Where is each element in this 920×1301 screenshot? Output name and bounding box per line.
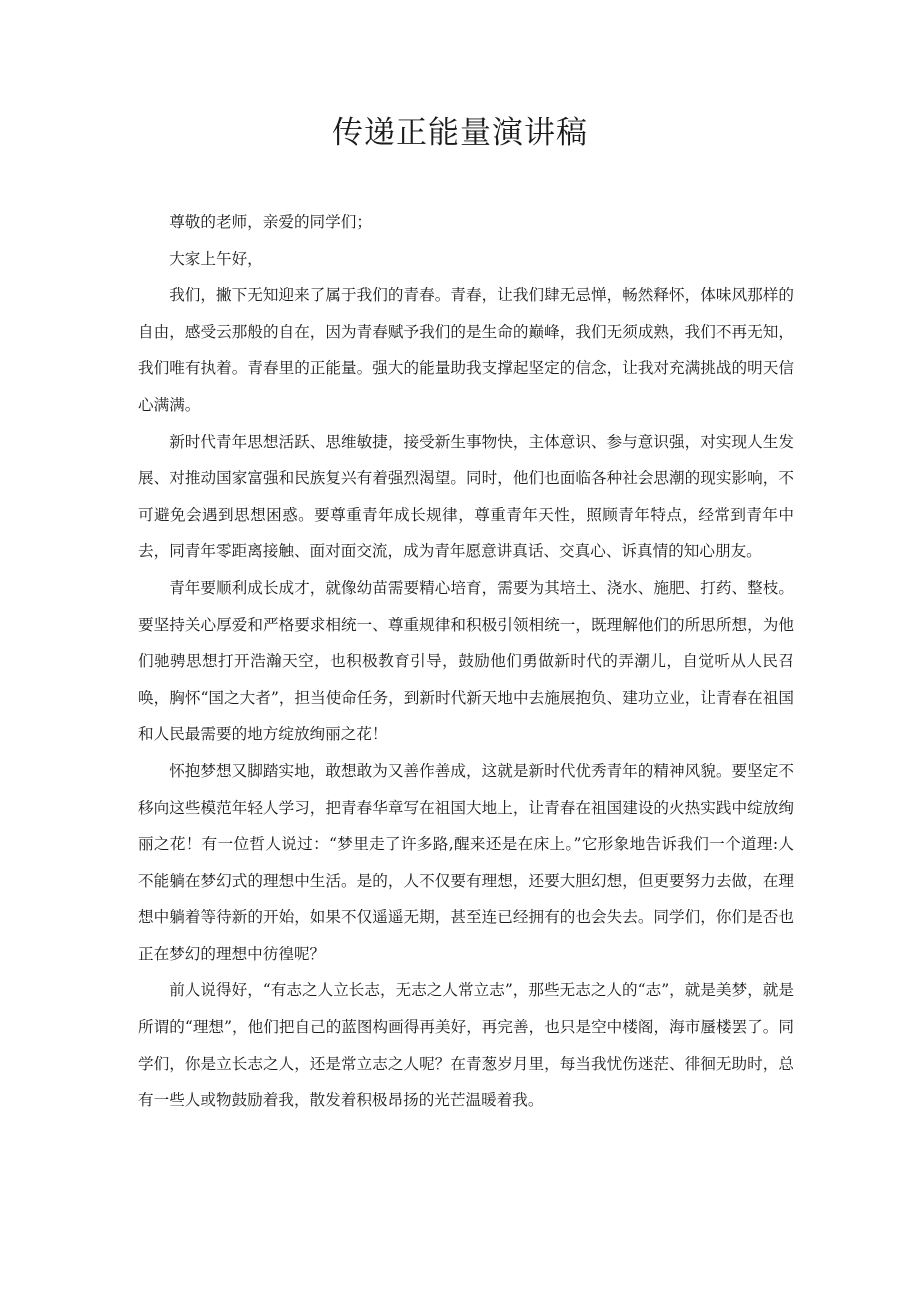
body-paragraph: 前人说得好，“有志之人立长志，无志之人常立志”，那些无志之人的“志”，就是美梦，就是所谓的“理想”，他们把自己的蓝图构画得再美好，再完善，也只是空中楼阁，海市蜃楼罢了。同学们，你是立长志之人，还是常立志之人呢？在青葱岁月里，每当我忧伤迷茫、徘徊无助时，总有一些人或物鼓励着我，散发着积极昂扬的光芒温暖着我。 — [138, 981, 794, 1110]
body-paragraph: 我们，撇下无知迎来了属于我们的青春。青春，让我们肆无忌惮，畅然释怀，体味风那样的自由，感受云那般的自在，因为青春赋予我们的是生命的巅峰，我们无须成熟，我们不再无知，我们唯有执着。青春里的正能量。强大的能量助我支撑起坚定的信念，让我对充满挑战的明天信心满满。 — [138, 286, 794, 414]
body-paragraph: 怀抱梦想又脚踏实地，敢想敢为又善作善成，这就是新时代优秀青年的精神风貌。要坚定不移向这些模范年轻人学习，把青春华章写在祖国大地上，让青春在祖国建设的火热实践中绽放绚丽之花！有一位哲人说过：“梦里走了许多路,醒来还是在床上。”它形象地告诉我们一个道理:人不能躺在梦幻式的理想中生活。是的，人不仅要有理想，还要大胆幻想，但更要努力去做，在理想中躺着等待新的开始，如果不仅遥遥无期，甚至连已经拥有的也会失去。同学们，你们是否也正在梦幻的理想中彷徨呢？ — [138, 761, 794, 963]
document-title: 传递正能量演讲稿 — [332, 115, 588, 151]
body-paragraph: 新时代青年思想活跃、思维敏捷，接受新生事物快，主体意识、参与意识强，对实现人生发展、对推动国家富强和民族复兴有着强烈渴望。同时，他们也面临各种社会思潮的现实影响，不可避免会遇到思想困惑。要尊重青年成长规律，尊重青年天性，照顾青年特点，经常到青年中去，同青年零距离接触、面对面交流，成为青年愿意讲真话、交真心、诉真情的知心朋友。 — [138, 432, 794, 561]
greeting: 大家上午好， — [169, 249, 263, 268]
document-body — [138, 204, 794, 1119]
salutation: 尊敬的老师，亲爱的同学们； — [169, 213, 372, 231]
body-paragraph: 青年要顺利成长成才，就像幼苗需要精心培育，需要为其培土、浇水、施肥、打药、整枝。要坚持关心厚爱和严格要求相统一、尊重规律和积极引领相统一，既理解他们的所思所想，为他们驰骋思想打开浩瀚天空，也积极教育引导，鼓励他们勇做新时代的弄潮儿，自觉听从人民召唤，胸怀“国之大者”，担当使命任务，到新时代新天地中去施展抱负、建功立业，让青春在祖国和人民最需要的地方绽放绚丽之花！ — [138, 578, 794, 744]
